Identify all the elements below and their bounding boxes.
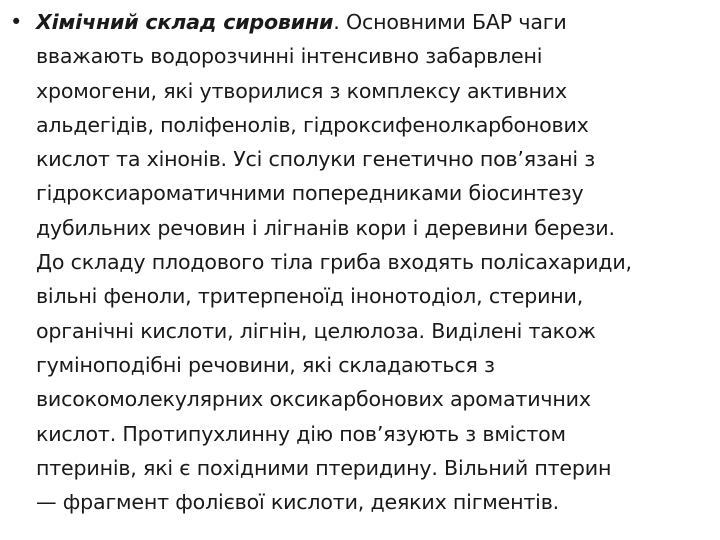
paragraph-line: гідроксиароматичними попередниками біосинтезу	[36, 181, 584, 206]
paragraph-line: хромогени, які утворилися з комплексу активних	[36, 78, 567, 103]
paragraph-line: До складу плодового тіла гриба входять полісахариди,	[36, 250, 632, 275]
paragraph-line	[36, 5, 710, 39]
section-term: Хімічний склад сировини	[36, 10, 334, 34]
paragraph-line: вважають водорозчинні інтенсивно забарвлені	[36, 44, 543, 69]
bullet-paragraph	[10, 5, 710, 519]
paragraph-text	[36, 5, 710, 519]
paragraph-line: — фрагмент фолієвої кислоти, деяких пігментів.	[36, 490, 559, 515]
paragraph-line: органічні кислоти, лігнін, целюлоза. Виділені також	[36, 318, 596, 343]
paragraph-line: гуміноподібні речовини, які складаються з	[36, 352, 495, 377]
paragraph-line: високомолекулярних оксикарбонових ароматичних	[36, 387, 591, 412]
paragraph-line-text: . Основними БАР чаги	[333, 10, 567, 34]
paragraph-line: кислот та хінонів. Усі сполуки генетично пов’язані з	[36, 147, 596, 172]
bullet-icon: •	[10, 10, 23, 34]
paragraph-line: кислот. Протипухлинну дію пов’язують з вмістом	[36, 421, 566, 446]
paragraph-line: дубильних речовин і лігнанів кори і деревини берези.	[36, 215, 615, 240]
paragraph-line: вільні феноли, тритерпеноїд інонотодіол, стерини,	[36, 284, 584, 309]
paragraph-line: альдегідів, поліфенолів, гідроксифенолкарбонових	[36, 112, 589, 137]
paragraph-line: птеринів, які є похідними птеридину. Вільний птерин	[36, 455, 612, 480]
